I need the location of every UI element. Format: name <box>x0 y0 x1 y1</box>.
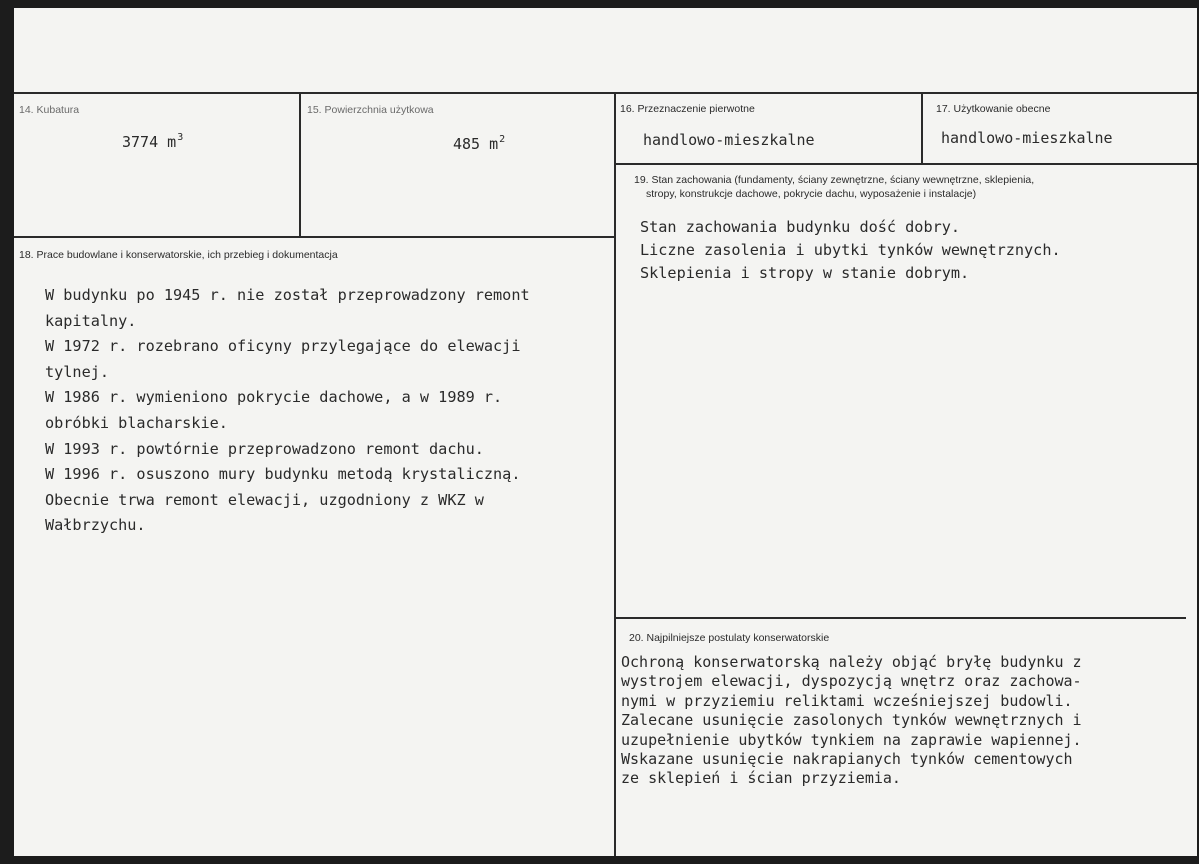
label-line: stropy, konstrukcje dachowe, pokrycie dachu, wyposażenie i instalacje) <box>646 188 977 200</box>
field-15-value <box>453 134 505 153</box>
volume-unit: m <box>167 133 177 151</box>
text-line: uzupełnienie ubytków tynkiem na zaprawie wapiennej. <box>621 730 1082 749</box>
text-line: W budynku po 1945 r. nie został przeprowadzony remont <box>45 286 530 304</box>
volume-exponent: 3 <box>177 132 184 143</box>
rule-left-right <box>614 94 616 856</box>
text-line: W 1972 r. rozebrano oficyny przylegające do elewacji <box>45 337 521 356</box>
field-19-text <box>640 216 1061 285</box>
text-line: nymi w przyziemiu reliktami wcześniejszej budowli. <box>621 691 1073 710</box>
field-17-value: handlowo-mieszkalne <box>941 129 1113 147</box>
field-16-value: handlowo-mieszkalne <box>643 131 815 149</box>
text-line: W 1993 r. powtórnie przeprowadzono remont dachu. <box>45 439 484 458</box>
field-15-label: 15. Powierzchnia użytkowa <box>307 104 434 116</box>
rule-14-18 <box>14 236 616 238</box>
text-line: obróbki blacharskie. <box>45 413 228 432</box>
field-20-label: 20. Najpilniejsze postulaty konserwatorskie <box>629 632 830 644</box>
volume-number: 3774 <box>122 133 159 151</box>
text-line: Ochroną konserwatorską należy objąć bryłę budynku z <box>621 653 1082 671</box>
field-18-text <box>45 283 530 539</box>
field-20-text <box>621 653 1082 789</box>
label-line: 19. Stan zachowania (fundamenty, ściany zewnętrzne, ściany wewnętrzne, sklepienia, <box>634 174 1035 186</box>
text-line: Wskazane usunięcie nakrapianych tynków cementowych <box>621 750 1073 769</box>
rule-19-20 <box>616 617 1186 619</box>
area-unit: m <box>489 135 499 153</box>
text-line: tylnej. <box>45 362 110 381</box>
text-line: W 1996 r. osuszono mury budynku metodą krystaliczną. <box>45 465 521 484</box>
rule-14-15 <box>299 94 301 236</box>
field-14-value <box>122 132 183 151</box>
text-line: kapitalny. <box>45 311 137 330</box>
field-18-label: 18. Prace budowlane i konserwatorskie, ich przebieg i dokumentacja <box>19 249 338 261</box>
area-exponent: 2 <box>499 134 506 145</box>
field-16-label: 16. Przeznaczenie pierwotne <box>620 103 755 115</box>
text-line: wystrojem elewacji, dyspozycją wnętrz oraz zachowa- <box>621 672 1082 691</box>
rule-16-19 <box>616 163 1197 165</box>
text-line: Sklepienia i stropy w stanie dobrym. <box>640 264 970 282</box>
text-line: Stan zachowania budynku dość dobry. <box>640 218 961 236</box>
text-line: Liczne zasolenia i ubytki tynków wewnętrznych. <box>640 241 1061 259</box>
area-number: 485 <box>453 135 481 153</box>
text-line: Wałbrzychu. <box>45 516 146 535</box>
text-line: ze sklepień i ścian przyziemia. <box>621 769 901 788</box>
text-line: W 1986 r. wymieniono pokrycie dachowe, a w 1989 r. <box>45 388 503 407</box>
record-card <box>14 8 1197 856</box>
field-17-label: 17. Użytkowanie obecne <box>936 103 1051 115</box>
text-line: Obecnie trwa remont elewacji, uzgodniony z WKZ w <box>45 490 484 509</box>
field-19-label <box>634 173 1034 201</box>
rule-16-17 <box>921 94 923 164</box>
rule-top <box>14 92 1197 94</box>
text-line: Zalecane usunięcie zasolonych tynków wewnętrznych i <box>621 711 1082 730</box>
field-14-label: 14. Kubatura <box>19 104 80 116</box>
